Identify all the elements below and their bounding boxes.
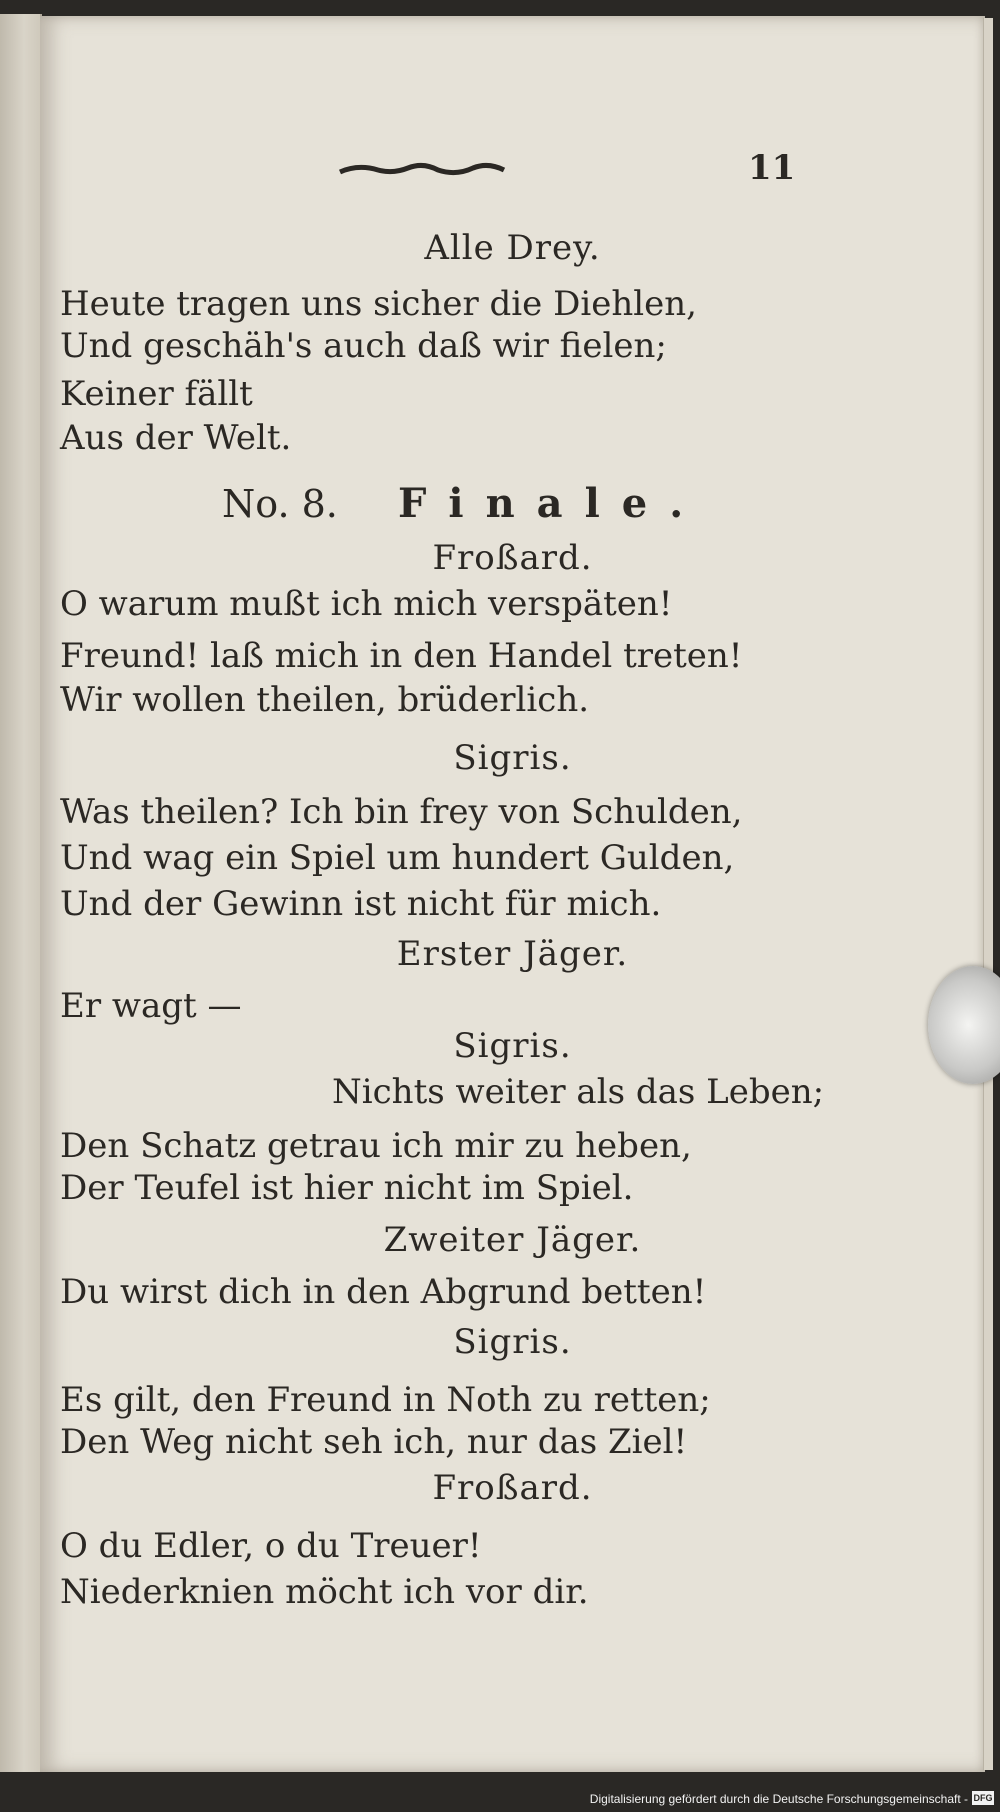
finale-number [222, 482, 338, 526]
verse-line: Den Weg nicht seh ich, nur das Ziel! [60, 1422, 688, 1462]
verse-line: Heute tragen uns sicher die Diehlen, [60, 284, 697, 324]
speaker-heading: Froßard. [432, 538, 593, 578]
verse-line: Aus der Welt. [60, 418, 292, 458]
page-number: 11 [748, 148, 796, 188]
verse-line: Und geschäh's auch daß wir fielen; [60, 326, 667, 366]
verse-line: Du wirst dich in den Abgrund betten! [60, 1272, 707, 1312]
verse-line: Freund! laß mich in den Handel treten! [60, 636, 743, 676]
speaker-heading: Erster Jäger. [396, 934, 629, 974]
finale-number-text: No. 8. [222, 482, 338, 526]
verse-line: Den Schatz getrau ich mir zu heben, [60, 1126, 692, 1166]
verse-line: Wir wollen theilen, brüderlich. [60, 680, 590, 720]
verse-line: O du Edler, o du Treuer! [60, 1526, 482, 1566]
verse-line: Niederknien möcht ich vor dir. [60, 1572, 589, 1612]
speaker-heading: Sigris. [453, 738, 572, 778]
verse-line: O warum mußt ich mich verspäten! [60, 584, 673, 624]
footer-credit: Digitalisierung gefördert durch die Deutsche Forschungsgemeinschaft - [589, 1792, 968, 1806]
finale-title: Finale. [398, 480, 706, 527]
verse-line: Nichts weiter als das Leben; [332, 1072, 825, 1112]
adjacent-page-edge [0, 14, 42, 1772]
verse-line: Und wag ein Spiel um hundert Gulden, [60, 838, 735, 878]
verse-line: Und der Gewinn ist nicht für mich. [60, 884, 662, 924]
speaker-heading: Zweiter Jäger. [383, 1220, 642, 1260]
speaker-heading: Sigris. [453, 1322, 572, 1362]
speaker-heading: Alle Drey. [424, 228, 601, 268]
verse-line: Der Teufel ist hier nicht im Spiel. [60, 1168, 634, 1208]
speaker-heading: Froßard. [432, 1468, 593, 1508]
speaker-heading: Sigris. [453, 1026, 572, 1066]
header-ornament [338, 160, 506, 180]
dfg-logo: DFG [973, 1793, 993, 1803]
verse-line: Es gilt, den Freund in Noth zu retten; [60, 1380, 711, 1420]
verse-line: Was theilen? Ich bin frey von Schulden, [60, 792, 743, 832]
verse-line: Er wagt — [60, 986, 242, 1026]
verse-line: Keiner fällt [60, 374, 253, 414]
